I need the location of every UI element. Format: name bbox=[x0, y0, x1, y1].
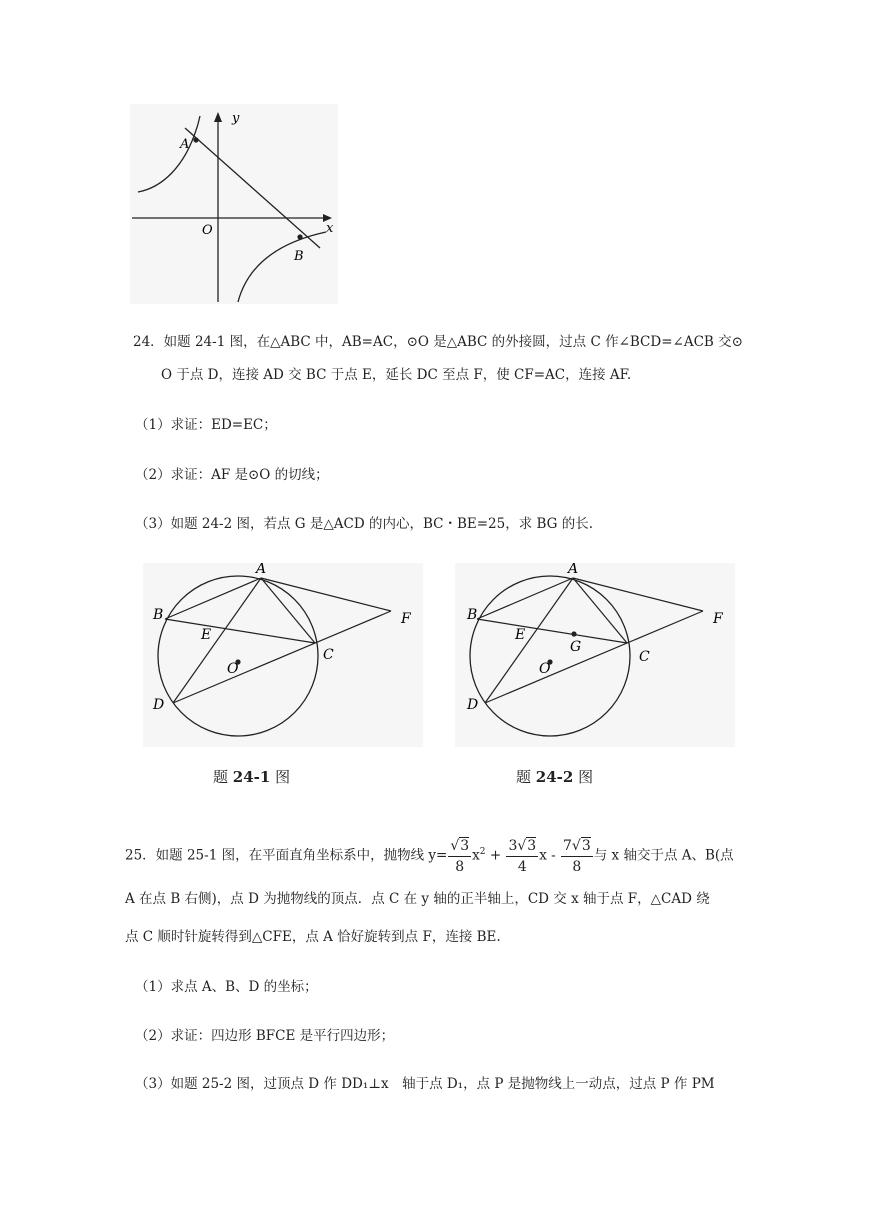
y-axis-arrow bbox=[214, 112, 222, 122]
label-o: O bbox=[227, 661, 239, 677]
q25-part2: （2）求证：四边形 BFCE 是平行四边形； bbox=[135, 1028, 395, 1044]
caption-24-2: 题 24-2 图 bbox=[516, 768, 594, 786]
hyperbola-graph bbox=[130, 104, 338, 304]
hyperbola-branch-right bbox=[238, 232, 326, 302]
label-d: D bbox=[467, 697, 479, 713]
fraction-1: $\frac{√3}{8}$ bbox=[450, 837, 470, 875]
label-a: A bbox=[568, 563, 579, 577]
label-b: B bbox=[467, 607, 478, 623]
q25-line1-suffix: 与 x 轴交于点 A、B(点 bbox=[593, 847, 734, 864]
label-d: D bbox=[153, 697, 165, 713]
label-o: O bbox=[202, 223, 213, 238]
q25-line1-prefix: 25．如题 25-1 图，在平面直角坐标系中，抛物线 y= bbox=[125, 847, 448, 864]
q24-part3: （3）如题 24-2 图，若点 G 是△ACD 的内心，BC・BE=25，求 BG 的长. bbox=[135, 516, 594, 532]
label-o: O bbox=[539, 661, 551, 677]
label-y: y bbox=[232, 111, 240, 126]
segment-af bbox=[261, 578, 391, 611]
segment-bc bbox=[165, 619, 315, 643]
label-b: B bbox=[153, 607, 164, 623]
label-a: A bbox=[256, 563, 267, 577]
fraction-3: $\frac{7√3}{8}$ bbox=[562, 837, 591, 875]
point-a bbox=[193, 137, 198, 142]
circle-o bbox=[158, 576, 318, 736]
label-e: E bbox=[201, 627, 212, 643]
segment-af bbox=[573, 578, 703, 611]
q24-part1: （1）求证：ED=EC； bbox=[135, 417, 277, 433]
point-g bbox=[571, 631, 576, 636]
label-a: A bbox=[180, 137, 190, 152]
circle-figure-2 bbox=[455, 563, 735, 747]
label-f: F bbox=[401, 611, 411, 627]
q24-line1: 24．如题 24-1 图，在△ABC 中，AB=AC，⊙O 是△ABC 的外接圆，过点 C 作∠BCD=∠ACB 交⊙ bbox=[133, 334, 743, 350]
q24-line2: O 于点 D，连接 AD 交 BC 于点 E，延长 DC 至点 F，使 CF=AC，连接 AF. bbox=[161, 367, 632, 383]
segment-bc bbox=[477, 619, 627, 643]
label-f: F bbox=[713, 611, 723, 627]
circle-o bbox=[470, 576, 630, 736]
label-c: C bbox=[323, 647, 334, 663]
circle-figure-1 bbox=[143, 563, 423, 747]
label-e: E bbox=[515, 627, 526, 643]
point-b bbox=[297, 234, 302, 239]
q25-part1: （1）求点 A、B、D 的坐标； bbox=[135, 979, 318, 995]
figure-24-2 bbox=[455, 563, 735, 747]
label-g: G bbox=[570, 639, 582, 655]
fraction-2: $\frac{3√3}{4}$ bbox=[508, 837, 537, 875]
figure-hyperbola bbox=[130, 104, 338, 304]
label-x: x bbox=[326, 221, 334, 236]
q24-part2: （2）求证：AF 是⊙O 的切线； bbox=[135, 467, 329, 483]
label-b: B bbox=[294, 249, 304, 264]
q25-line3: 点 C 顺时针旋转得到△CFE，点 A 恰好旋转到点 F，连接 BE. bbox=[125, 929, 501, 945]
q25-line2: A 在点 B 右侧)，点 D 为抛物线的顶点．点 C 在 y 轴的正半轴上，CD 交 x 轴于点 F，△CAD 绕 bbox=[125, 891, 710, 907]
figure-24-1 bbox=[143, 563, 423, 747]
hyperbola-branch-left bbox=[138, 116, 200, 192]
q25-part3: （3）如题 25-2 图，过顶点 D 作 DD₁⊥x 轴于点 D₁，点 P 是抛物线上一动点，过点 P 作 PM bbox=[135, 1076, 715, 1092]
segment-ac bbox=[261, 578, 315, 643]
segment-ac bbox=[573, 578, 627, 643]
q25-line1: 25．如题 25-1 图，在平面直角坐标系中，抛物线 y= $\frac{√3}{8}$ $x^2$ + $\frac{3√3}{4}$ x - $\frac{7√3}{8}$ 与 x 轴交于点 A、B(点 bbox=[125, 837, 734, 875]
label-c: C bbox=[639, 649, 650, 665]
caption-24-1: 题 24-1 图 bbox=[213, 768, 291, 786]
